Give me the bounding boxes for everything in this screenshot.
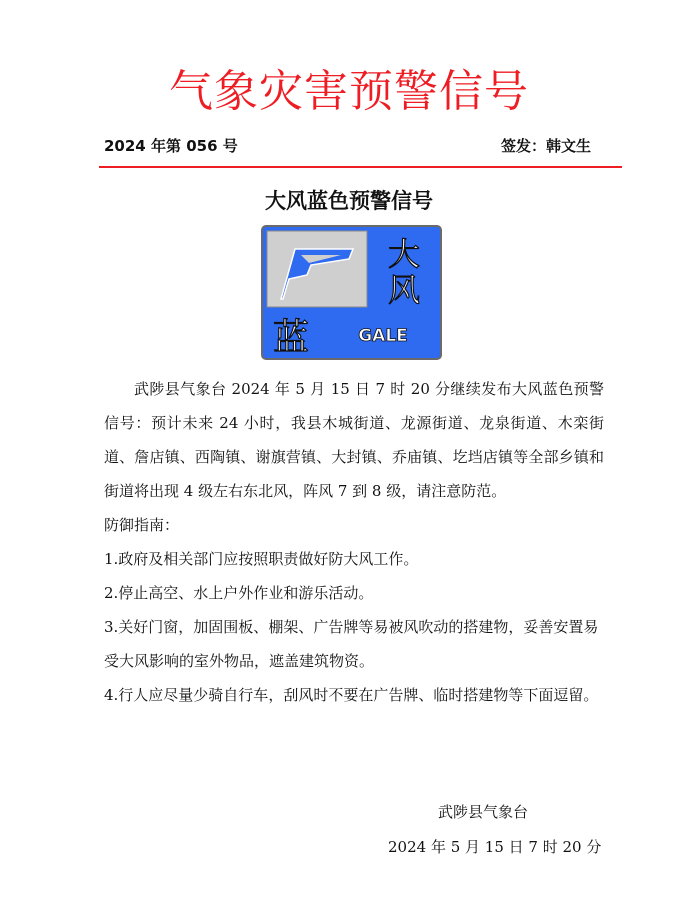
issue-number: 2024 年第 056 号 bbox=[104, 137, 238, 155]
footer-organization: 武陟县气象台 bbox=[438, 803, 529, 821]
guide-item: 1.政府及相关部门应按照职责做好防大风工作。 bbox=[104, 550, 419, 568]
guide-item: 3.关好门窗，加固围板、棚架、广告牌等易被风吹动的搭建物，妥善安置易受大风影响的室外物品，遮盖建筑物资。 bbox=[104, 618, 599, 670]
document-title: 大风蓝色预警信号 bbox=[265, 189, 433, 213]
header-divider bbox=[99, 166, 622, 168]
sign-char-mid: 风 bbox=[387, 271, 421, 309]
bulletin-body bbox=[104, 372, 604, 712]
bulletin-header-title: 气象灾害预警信号 bbox=[169, 66, 529, 117]
sign-level-char: 蓝 bbox=[272, 317, 310, 358]
sign-english-label: GALE bbox=[358, 326, 408, 346]
signer: 签发：韩文生 bbox=[500, 137, 591, 155]
guide-heading: 防御指南： bbox=[104, 516, 180, 534]
blue-gale-warning-sign bbox=[261, 225, 442, 360]
guide-item: 4.行人应尽量少骑自行车，刮风时不要在广告牌、临时搭建物等下面逗留。 bbox=[104, 686, 599, 704]
footer-date: 2024 年 5 月 15 日 7 时 20 分 bbox=[388, 838, 602, 856]
main-paragraph: 武陟县气象台 2024 年 5 月 15 日 7 时 20 分继续发布大风蓝色预警信号：预计未来 24 小时，我县木城街道、龙源街道、龙泉街道、木栾街道、詹店镇、西陶镇、谢旗营镇、大封镇、乔庙镇、圪垱店镇等全部乡镇和街道将出现 4 级左右东北风，阵风 7 到 8 级，请注意防范。 bbox=[104, 380, 604, 500]
guide-item: 2.停止高空、水上户外作业和游乐活动。 bbox=[104, 584, 374, 602]
sign-char-top: 大 bbox=[387, 235, 421, 273]
